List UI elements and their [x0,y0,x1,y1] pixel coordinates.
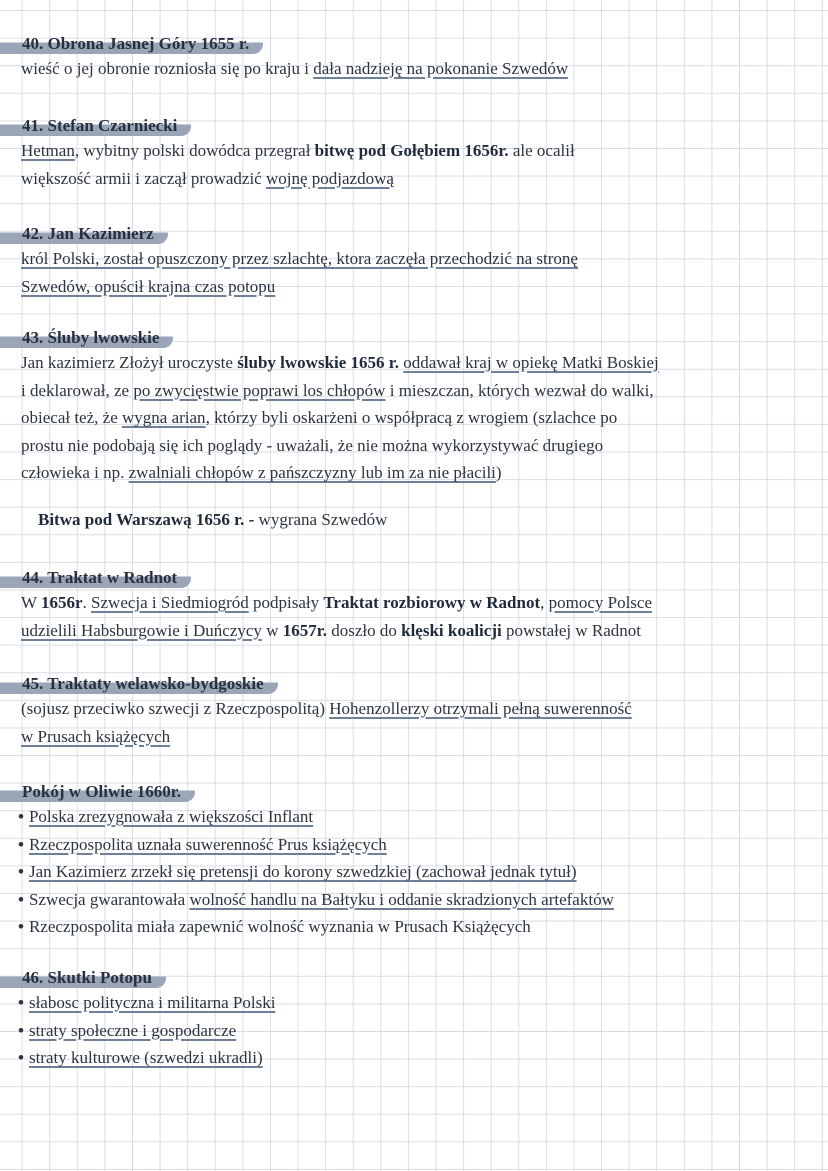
text: prostu nie podobają się ich poglądy - uważali, że nie można wykorzystywać drugiego [21,435,604,455]
text: Rzeczpospolita miała zapewnić wolność wyznania w Prusach Książęcych [28,917,531,937]
underlined-text: wygna arian [122,408,206,428]
body-40 [0,55,828,83]
text: ) [495,463,502,483]
text: większość armii i zaczął prowadzić [21,168,266,188]
section-45 [0,674,828,750]
body-44 [0,589,828,644]
text: człowieka i np. [21,463,129,483]
bold-text: śluby lwowskie 1656 r. [237,353,400,372]
text: Szwecja gwarantowała [28,889,190,909]
bold-text: Bitwa pod Warszawą 1656 r. - [38,510,255,529]
section-peace-oliwa [0,782,828,941]
underlined-text: zwalniali chłopów z pańszczyzny lub im za nie płacili [128,463,496,483]
body-43 [0,349,828,487]
text: i deklarował, ze [21,380,134,400]
body-46 [0,989,828,1072]
bold-text: bitwę pod Gołębiem 1656r. [314,141,509,160]
text: , [540,593,549,612]
heading-46: 46. Skutki Potopu [0,968,166,988]
battle-line [0,510,828,530]
list-item [18,831,814,859]
text: W [21,593,41,612]
heading-42: 42. Jan Kazimierz [0,224,168,244]
underlined-text: w Prusach książęcych [21,726,171,746]
underlined-text: Polska zrezygnowała z większości Inflant [28,807,314,826]
section-43 [0,328,828,487]
text: podpisały [248,593,324,612]
list-item [18,1044,814,1072]
section-40 [0,34,828,83]
section-41 [0,116,828,192]
bold-text: 1657r. [282,620,327,640]
text: i mieszczan, których wezwał do walki, [385,380,654,400]
body-peace-oliwa [0,803,828,941]
text: , wybitny polski dowódca przegrał [74,141,315,160]
underlined-text: udzielili Habsburgowie i Duńczycy [21,620,262,640]
list-item [18,913,814,941]
text: Jan kazimierz Złożył uroczyste [21,353,238,372]
heading-peace-oliwa: Pokój w Oliwie 1660r. [0,782,195,802]
text: powstałej w Radnot [501,620,642,640]
bold-text: Traktat rozbiorowy w Radnot [323,593,541,612]
underlined-text: król Polski, został opuszczony przez szlachtę, ktora zaczęła przechodzić na stronę [21,249,578,268]
heading-41: 41. Stefan Czarniecki [0,116,191,136]
text: wieść o jej obronie rozniosła się po kraju i [21,59,314,78]
underlined-text: Jan Kazimierz zrzekł się pretensji do korony szwedzkiej (zachował jednak tytuł) [28,862,577,882]
underlined-text: wojnę podjazdową [265,168,394,188]
bold-text: klęski koalicji [401,620,502,640]
text: (sojusz przeciwko szwecji z Rzeczpospolitą) [21,699,330,718]
underlined-text: straty kulturowe (szwedzi ukradli) [28,1048,263,1068]
underlined-text: Hetman [21,141,75,160]
text: . [82,593,92,612]
section-46 [0,968,828,1072]
heading-40: 40. Obrona Jasnej Góry 1655 r. [0,34,263,54]
heading-45: 45. Traktaty welawsko-bydgoskie [0,674,278,694]
text: w [261,620,283,640]
underlined-text: Szwedów, opuścił krajna czas potopu [21,276,276,296]
text: ale ocalił [508,141,575,160]
underlined-text: pomocy Polsce [548,593,653,612]
body-41 [0,137,828,192]
text: obiecał też, że [21,408,122,428]
underlined-text: po zwycięstwie poprawi los chłopów [133,380,386,400]
text: doszło do [326,620,402,640]
text: , którzy byli oskarżeni o współpracą z wrogiem (szlachce po [205,408,618,428]
list-item [18,803,814,831]
list-item [18,886,814,914]
section-44 [0,568,828,644]
text: wygrana Szwedów [254,510,388,529]
list-item [18,1017,814,1045]
underlined-text: Hohenzollerzy otrzymali pełną suwerenność [329,699,632,718]
heading-43: 43. Śluby lwowskie [0,328,173,348]
section-42 [0,224,828,300]
underlined-text: dała nadzieję na pokonanie Szwedów [313,59,569,78]
bold-text: 1656r [41,593,83,612]
heading-44: 44. Traktat w Radnot [0,568,191,588]
underlined-text: słabosc polityczna i militarna Polski [28,993,276,1012]
body-45 [0,695,828,750]
underlined-text: oddawał kraj w opiekę Matki Boskiej [403,353,659,372]
underlined-text: wolność handlu na Bałtyku i oddanie skradzionych artefaktów [189,889,614,909]
body-42 [0,245,828,300]
list-item [18,989,814,1017]
underlined-text: straty społeczne i gospodarcze [28,1020,237,1040]
underlined-text: Rzeczpospolita uznała suwerenność Prus książęcych [28,834,387,854]
underlined-text: Szwecja i Siedmiogród [91,593,249,612]
list-item [18,858,814,886]
